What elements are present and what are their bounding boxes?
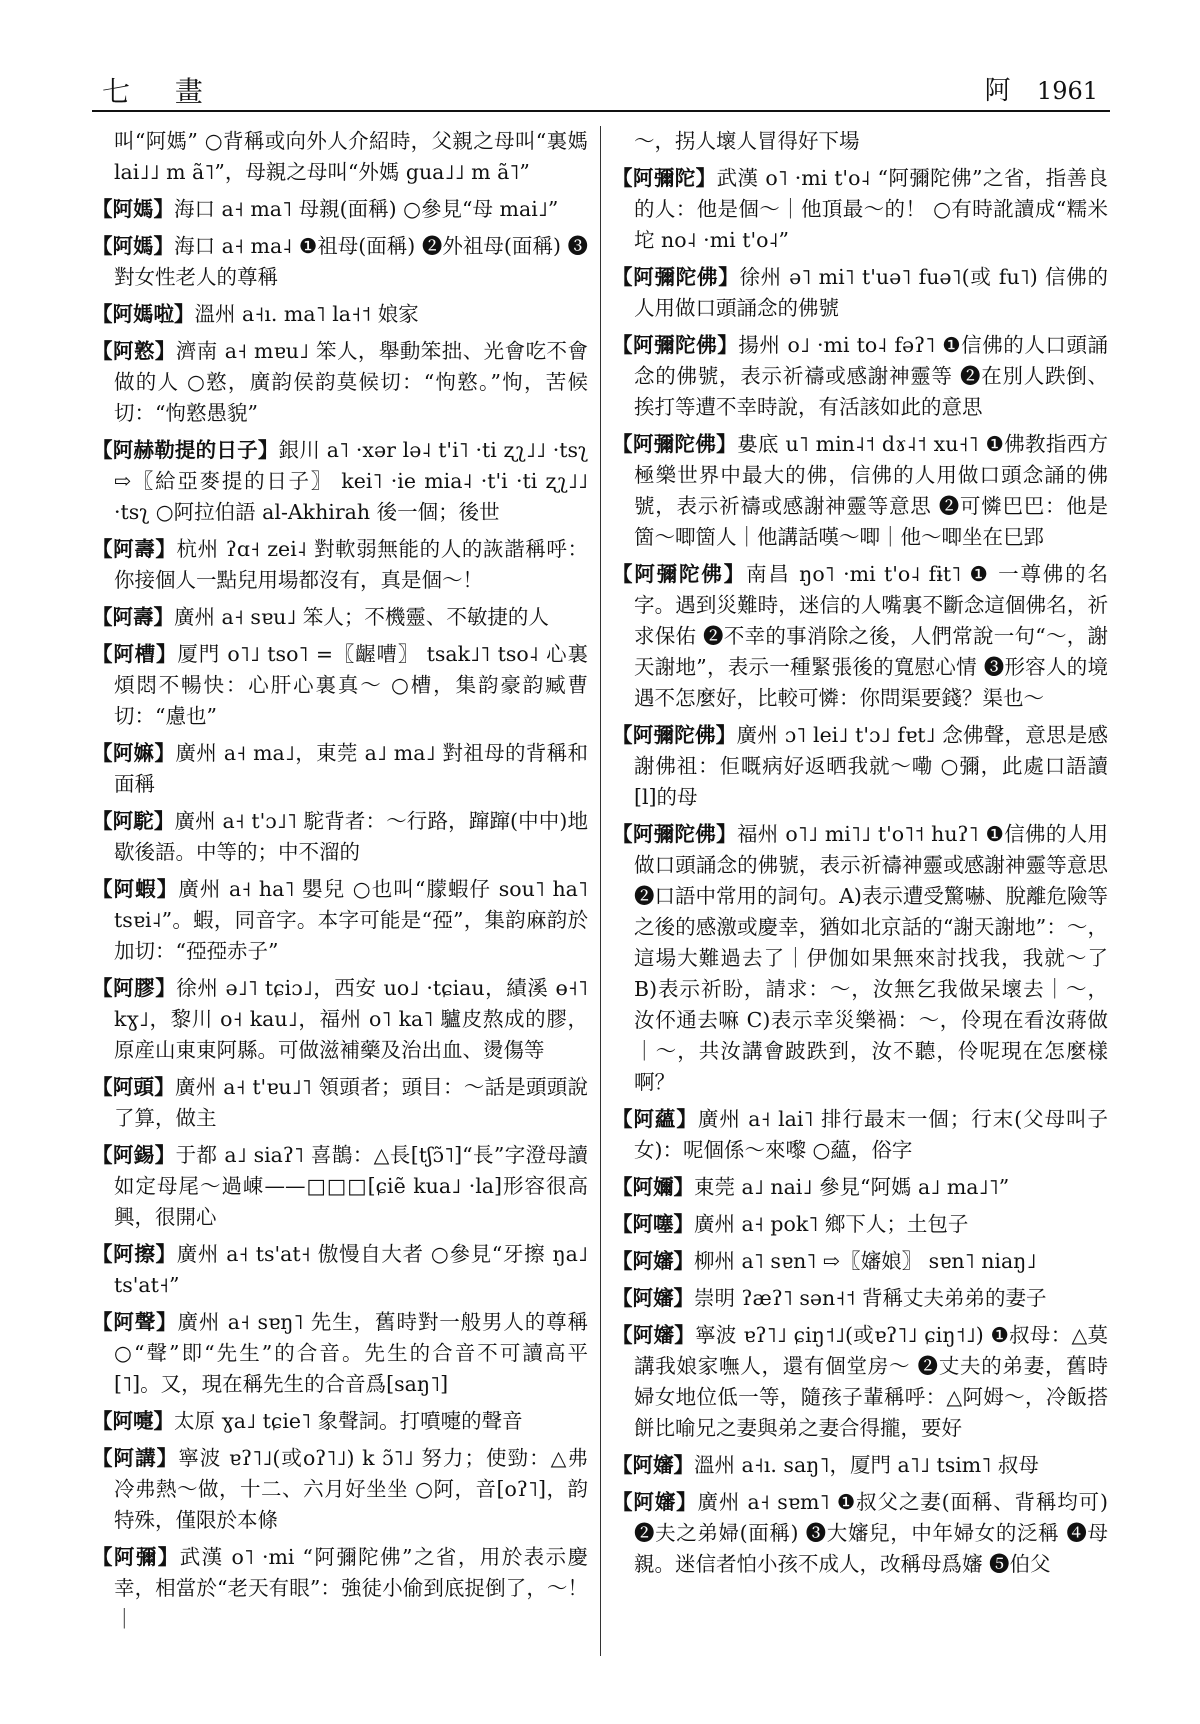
entry-headword: 【阿槽】: [92, 642, 178, 666]
entry-headword: 【阿講】: [92, 1446, 179, 1470]
entry-headword: 【阿彌陀佛】: [612, 265, 740, 289]
entry-text: 濟南 a˧ mɐu˩ 笨人，舉動笨拙、光會吃不會做的人 ○憝，廣韵侯韵莫候切：“怐憝。”怐，苦候切：“怐憝愚貌”: [114, 339, 589, 425]
entry-text: 寧波 ɐʔ˥˩(或oʔ˥˩) k ɔ̃˥˩ 努力；使勁：△弗冷弗熱～做，十二、六月好坐坐 ○阿，音[oʔ˥]，韵特殊，僅限於本條: [114, 1446, 589, 1532]
dictionary-entry: [612, 1450, 1108, 1481]
entry-text: 崇明 ʔæʔ˥ sən˧˦ 背稱丈夫弟弟的妻子: [694, 1286, 1047, 1310]
entry-text: ～，拐人壞人冒得好下場: [634, 129, 860, 153]
dictionary-entry: [92, 1443, 588, 1536]
entry-headword: 【阿膠】: [92, 976, 177, 1000]
dictionary-entry: [612, 559, 1108, 714]
entry-text: 太原 ɣa˩ tɕie˥ 象聲詞。打噴嚏的聲音: [174, 1409, 523, 1433]
entry-headword: 【阿頭】: [92, 1075, 175, 1099]
entry-headword: 【阿彌陀】: [612, 166, 717, 190]
entry-headword: 【阿彌】: [92, 1545, 180, 1569]
dictionary-entry: [612, 1209, 1108, 1240]
entry-text: 溫州 a˧ı. ma˥ la˧˦ 娘家: [194, 302, 419, 326]
entry-text: 寧波 ɐʔ˥˩ ɕiŋ˦˩(或ɐʔ˥˩ ɕiŋ˦˩) ❶叔母：△莫講我娘家嘸人，還有個堂房～ ❷丈夫的弟妻，舊時婦女地位低一等，隨孩子輩稱呼：△阿姆～，冷飯搭餅比喻兄之妻與弟之妻合得攏，要好: [634, 1323, 1108, 1440]
entry-text: 杭州 ʔɑ˧ zei˨ 對軟弱無能的人的詼諧稱呼：你接個人一點兒用場都沒有，真是個～！: [114, 537, 588, 592]
column-divider: [600, 126, 601, 1656]
section-title: 七 畫: [102, 75, 221, 108]
entry-text: 叫“阿媽” ○背稱或向外人介紹時，父親之母叫“裏媽 lai˩˩ m ã˥”，母親之母叫“外媽 gua˩˩ m ã˥”: [114, 129, 588, 184]
entry-text: 廣州 a˧ pok˥ 鄉下人；土包子: [694, 1212, 969, 1236]
entry-text: 廣州 a˧ ma˩，東莞 a˩ ma˩ 對祖母的背稱和面稱: [114, 741, 588, 796]
entry-headword: 【阿赫勒提的日子】: [92, 438, 279, 462]
entry-headword: 【阿壽】: [92, 605, 174, 629]
entry-headword: 【阿嫲】: [92, 741, 176, 765]
dictionary-entry: [92, 973, 588, 1066]
entry-text: 徐州 ə˥ mi˥ t'uə˥ fuə˥(或 fu˥) 信佛的人用做口頭誦念的佛號: [634, 265, 1108, 320]
dictionary-entry: [92, 1406, 588, 1437]
dictionary-entry: [612, 819, 1108, 1098]
head-character: 阿: [984, 76, 1011, 106]
entry-text: 廣州 a˧ sɐm˥ ❶叔父之妻(面稱、背稱均可) ❷夫之弟婦(面稱) ❸大嬸兒，中年婦女的泛稱 ❹母親。迷信者怕小孩不成人，改稱母爲嬸 ❺伯父: [634, 1490, 1109, 1576]
dictionary-entry: [92, 435, 588, 528]
dictionary-entry: [612, 1487, 1108, 1580]
entry-text: 廣州 a˧ ha˥ 嬰兒 ○也叫“朦蝦仔 sou˥ ha˥ tsɐi˨”。蝦，同音字。本字可能是“孲”，集韵麻韵於加切：“孲孲赤子”: [114, 877, 588, 963]
entry-text: 武漢 o˥ ·mi t'o˨ “阿彌陀佛”之省，指善良的人：他是個～｜他頂最～的！ ○有時訛讀成“糯米坨 no˨ ·mi t'o˨”: [634, 166, 1108, 252]
entry-text: 銀川 a˥ ·xər lə˨ t'i˥ ·ti ʐʅ˩˩ ·tsʅ ⇨〖給亞麥提的日子〗 kei˥ ·ie mia˨ ·t'i ·ti ʐʅ˩˩ ·tsʅ ○阿拉伯語 al-Akhirah 後一個；後世: [114, 438, 588, 524]
dictionary-entry: [92, 231, 588, 293]
dictionary-entry: [92, 602, 588, 633]
entry-headword: 【阿媽】: [92, 197, 174, 221]
entry-text: 南昌 ŋo˥ ·mi t'o˨ fɨt˥ ❶ 一尊佛的名字。遇到災難時，迷信的人嘴裏不斷念這個佛名，祈求保佑 ❷不幸的事消除之後，人們常說一句“～，謝天謝地”，表示一種緊張後的寬慰心情 ❸形容人的境遇不怎麼好，比較可憐：你問渠要錢？渠也～: [634, 562, 1108, 710]
entry-headword: 【阿憝】: [92, 339, 176, 363]
dictionary-entry: [612, 1104, 1108, 1166]
dictionary-entry: [92, 1542, 588, 1635]
dictionary-entry: [92, 194, 588, 225]
entry-headword: 【阿嬭】: [612, 1175, 694, 1199]
dictionary-entry: [612, 330, 1108, 423]
header-rule: [92, 110, 1110, 112]
left-column: [92, 126, 588, 1641]
entry-headword: 【阿彌陀佛】: [612, 822, 737, 846]
entry-headword: 【阿彌陀佛】: [612, 333, 739, 357]
dictionary-entry: [612, 262, 1108, 324]
entry-text: 揚州 o˩ ·mi to˨ fəʔ˥ ❶信佛的人口頭誦念的佛號，表示祈禱或感謝神靈等 ❷在別人跌倒、挨打等遭不幸時說，有活該如此的意思: [634, 333, 1109, 419]
entry-text: 海口 a˧ ma˥ 母親(面稱) ○參見“母 mai˩”: [174, 197, 559, 221]
entry-headword: 【阿媽啦】: [92, 302, 195, 326]
page-number: 1961: [1036, 77, 1098, 105]
dictionary-entry: [92, 1307, 588, 1400]
entry-headword: 【阿聲】: [92, 1310, 178, 1334]
dictionary-entry: [92, 1072, 588, 1134]
entry-text: 婁底 u˥ min˨˦ dɤ˨˦ xu˧˥ ❶佛教指西方極樂世界中最大的佛，信佛的人用做口頭念誦的佛號，表示祈禱或感謝神靈等意思 ❷可憐巴巴：他是箇～唧箇人｜他講話嘆～唧｜他～唧坐在巳郢: [634, 432, 1109, 549]
page-heading: [985, 70, 1098, 107]
entry-headword: 【阿媽】: [92, 234, 175, 258]
dictionary-entry: [92, 1239, 588, 1301]
entry-text: 武漢 o˥ ·mi “阿彌陀佛”之省，用於表示慶幸，相當於“老天有眼”：強徒小偷到底捉倒了，～！｜: [114, 1545, 588, 1631]
entry-text: 厦門 o˥˩ tso˥ =〖齷嘈〗 tsak˩˥ tso˨ 心裏煩悶不暢快：心肝心裏真～ ○槽，集韵豪韵臧曹切：“慮也”: [114, 642, 588, 728]
entry-text: 徐州 ə˩˥ tɕiɔ˩，西安 uo˩ ·tɕiau，績溪 ɵ˧˥ kɣ˩，黎川 o˧ kau˩，福州 o˥ ka˥ 驢皮熬成的膠，原産山東東阿縣。可做滋補藥及治出血、燙傷等: [114, 976, 589, 1062]
entry-headword: 【阿壽】: [92, 537, 177, 561]
page-header: [92, 64, 1110, 106]
entry-continuation: [612, 126, 1108, 157]
entry-headword: 【阿嚏】: [92, 1409, 174, 1433]
entry-text: 廣州 a˧ lai˥ 排行最末一個；行末(父母叫子女)：呢個係～來嚟 ○蘊，俗字: [634, 1107, 1109, 1162]
dictionary-entry: [612, 163, 1108, 256]
entry-text: 廣州 a˧ t'ɔ˩˥ 駝背者：～行路，蹿蹿(中中)地 歇後語。中等的；中不溜的: [114, 809, 588, 864]
entry-headword: 【阿噻】: [612, 1212, 694, 1236]
entry-headword: 【阿彌陀佛】: [612, 432, 737, 456]
dictionary-entry: [92, 738, 588, 800]
entry-continuation: [92, 126, 588, 188]
entry-headword: 【阿嬸】: [612, 1453, 694, 1477]
entry-text: 東莞 a˩ nai˩ 參見“阿媽 a˩ ma˩˥”: [694, 1175, 1010, 1199]
entry-text: 廣州 a˧ sɐu˩ 笨人；不機靈、不敏捷的人: [174, 605, 549, 629]
entry-text: 于都 a˩ siaʔ˥ 喜鵲：△長[tʃɔ̃˥]“長”字澄母讀如定母尾～過崠——□□□[ɕiẽ kua˩ ·la]形容很高興，很開心: [114, 1143, 588, 1229]
entry-headword: 【阿擦】: [92, 1242, 177, 1266]
dictionary-entry: [612, 1246, 1108, 1277]
entry-text: 福州 o˥˩ mi˥˩ t'o˥˦ huʔ˥ ❶信佛的人用做口頭誦念的佛號，表示祈禱神靈或感謝神靈等意思 ❷口語中常用的詞句。A)表示遭受驚嚇、脫離危險等之後的感激或慶幸，猶如北京話的“謝天謝地”：～，這場大難過去了｜伊伽如果無來討找我，我就～了 B)表示祈盼，請求：～，汝無乞我做呆壞去｜～，汝伓通去嘛 C)表示幸災樂禍：～，伶現在看汝蔣做｜～，共汝講會跛跌到，汝不聽，伶呢現在怎麼樣啊？: [634, 822, 1108, 1094]
entry-headword: 【阿彌陀佛】: [612, 723, 737, 747]
dictionary-entry: [612, 429, 1108, 553]
dictionary-entry: [92, 639, 588, 732]
dictionary-entry: [92, 534, 588, 596]
entry-headword: 【阿駝】: [92, 809, 175, 833]
dictionary-entry: [92, 299, 588, 330]
dictionary-entry: [92, 806, 588, 868]
dictionary-entry: [612, 1172, 1108, 1203]
entry-text: 廣州 a˧ sɐŋ˥ 先生，舊時對一般男人的尊稱 ○“聲”即“先生”的合音。先生的合音不可讀高平[˥]。又，現在稱先生的合音爲[saŋ˥]: [114, 1310, 589, 1396]
entry-headword: 【阿嬸】: [612, 1323, 696, 1347]
entry-text: 廣州 ɔ˥ lei˩ t'ɔ˩ fɐt˩ 念佛聲，意思是感謝佛祖：佢嘅病好返晒我就～嘞 ○彌，此處口語讀[l]的母: [634, 723, 1108, 809]
entry-text: 溫州 a˧ı. saŋ˥，厦門 a˥˩ tsim˥ 叔母: [694, 1453, 1039, 1477]
entry-headword: 【阿嬸】: [612, 1490, 698, 1514]
entry-headword: 【阿嬸】: [612, 1286, 694, 1310]
entry-headword: 【阿蘊】: [612, 1107, 698, 1131]
dictionary-entry: [612, 720, 1108, 813]
entry-headword: 【阿嬸】: [612, 1249, 694, 1273]
dictionary-entry: [612, 1320, 1108, 1444]
entry-text: 廣州 a˧ ts'at˧ 傲慢自大者 ○參見“牙擦 ŋa˩ ts'at˧”: [114, 1242, 589, 1297]
entry-headword: 【阿蝦】: [92, 877, 179, 901]
entry-headword: 【阿錫】: [92, 1143, 176, 1167]
entry-text: 柳州 a˥ sɐn˥ ⇨〖嬸娘〗 sɐn˥ niaŋ˩: [694, 1249, 1037, 1273]
dictionary-entry: [92, 336, 588, 429]
right-column: [612, 126, 1108, 1586]
entry-text: 廣州 a˧ t'ɐu˩˥ 領頭者；頭目：～話是頭頭說了算，做主: [114, 1075, 589, 1130]
entry-headword: 【阿彌陀佛】: [612, 562, 747, 586]
dictionary-entry: [612, 1283, 1108, 1314]
dictionary-entry: [92, 1140, 588, 1233]
dictionary-entry: [92, 874, 588, 967]
entry-text: 海口 a˧ ma˨ ❶祖母(面稱) ❷外祖母(面稱) ❸對女性老人的尊稱: [114, 234, 588, 289]
